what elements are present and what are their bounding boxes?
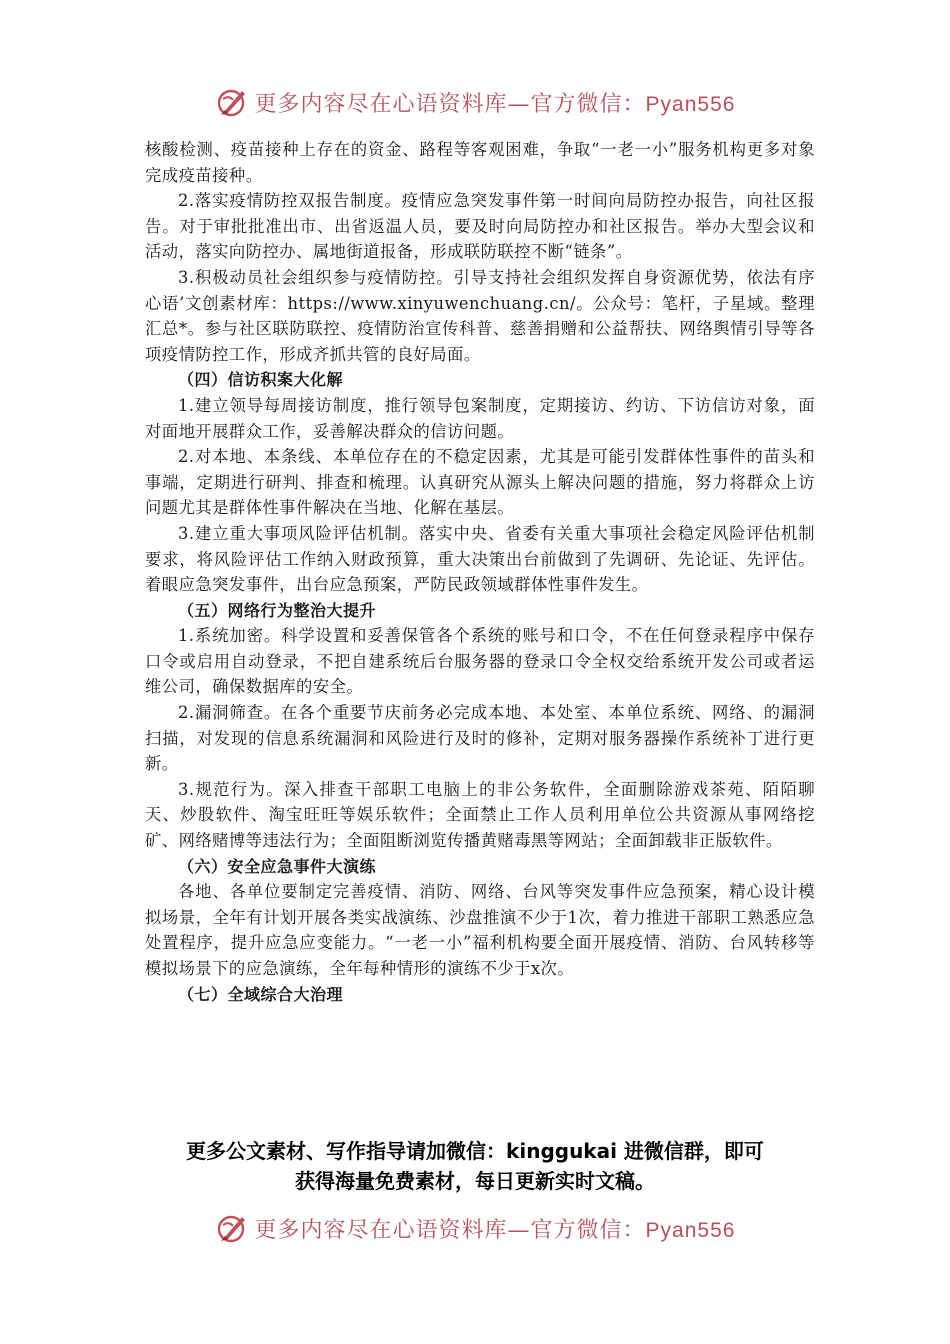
section-heading: （四）信访积案大化解 xyxy=(178,370,344,390)
promo-notice xyxy=(100,1136,850,1196)
paragraph: 1.系统加密。科学设置和妥善保管各个系统的账号和口令，不在任何登录程序中保存口令或启用自动登录，不把自建系统后台服务器的登录口令全权交给系统开发公司或者运维公司，确保数据库的安全。 xyxy=(145,626,815,697)
paragraph: 1.建立领导每周接访制度，推行领导包案制度，定期接访、约访、下访信访对象，面对面地开展群众工作，妥善解决群众的信访问题。 xyxy=(145,395,815,441)
promo-line: 更多公文素材、写作指导请加微信：kinggukai 进微信群，即可 xyxy=(186,1139,764,1163)
paragraph: 2.漏洞筛查。在各个重要节庆前务必完成本地、本处室、本单位系统、网络、的漏洞扫描，对发现的信息系统漏洞和风险进行及时的修补，定期对服务器操作系统补丁进行更新。 xyxy=(145,703,815,774)
paragraph: 2.落实疫情防控双报告制度。疫情应急突发事件第一时间向局防控办报告，向社区报告。对于审批批准出市、出省返温人员，要及时向局防控办和社区报告。举办大型会议和活动，落实向防控办、属地街道报备，形成联防联控不断“链条”。 xyxy=(145,191,815,262)
paragraph: 各地、各单位要制定完善疫情、消防、网络、台风等突发事件应急预案，精心设计模拟场景，全年有计划开展各类实战演练、沙盘推演不少于1次，着力推进干部职工熟悉应急处置程序，提升应急应变能力。“一老一小”福利机构要全面开展疫情、消防、台风转移等模拟场景下的应急演练，全年每种情形的演练不少于x次。 xyxy=(145,882,815,978)
paragraph: 3.规范行为。深入排查干部职工电脑上的非公务软件，全面删除游戏茶苑、陌陌聊天、炒股软件、淘宝旺旺等娱乐软件；全面禁止工作人员利用单位公共资源从事网络挖矿、网络赌博等违法行为；全面阻断浏览传播黄赌毒黑等网站；全面卸载非正版软件。 xyxy=(145,779,815,851)
banner-text: 更多内容尽在心语资料库—官方微信：Pyan556 xyxy=(254,1217,736,1243)
document-body xyxy=(145,137,815,1007)
pen-ink-logo-icon xyxy=(215,1211,249,1245)
section-heading: （五）网络行为整治大提升 xyxy=(178,600,377,620)
header-banner xyxy=(0,82,950,122)
section-heading: （六）安全应急事件大演练 xyxy=(178,856,377,876)
paragraph: 2.对本地、本条线、本单位存在的不稳定因素，尤其是可能引发群体性事件的苗头和事端，定期进行研判、排查和梳理。认真研究从源头上解决问题的措施，努力将群众上访问题尤其是群体性事件解决在当地、化解在基层。 xyxy=(145,447,815,518)
paragraph: 3.建立重大事项风险评估机制。落实中央、省委有关重大事项社会稳定风险评估机制要求，将风险评估工作纳入财政预算，重大决策出台前做到了先调研、先论证、先评估。着眼应急突发事件，出台应急预案，严防民政领域群体性事件发生。 xyxy=(145,523,815,595)
paragraph: 核酸检测、疫苗接种上存在的资金、路程等客观困难，争取“一老一小”服务机构更多对象完成疫苗接种。 xyxy=(145,140,815,185)
promo-line: 获得海量免费素材，每日更新实时文稿。 xyxy=(295,1169,655,1193)
footer-banner xyxy=(0,1208,950,1248)
section-heading: （七）全域综合大治理 xyxy=(178,984,344,1004)
paragraph: 3.积极动员社会组织参与疫情防控。引导支持社会组织发挥自身资源优势，依法有序心语’文创素材库：https://www.xinyuwenchuang.cn/。公众号：笔杆，子星域。整理汇总*。参与社区联防联控、疫情防治宣传科普、慈善捐赠和公益帮扶、网络舆情引导等各项疫情防控工作，形成齐抓共管的良好局面。 xyxy=(145,267,815,364)
pen-ink-logo-icon xyxy=(215,85,249,119)
banner-text: 更多内容尽在心语资料库—官方微信：Pyan556 xyxy=(254,91,736,117)
